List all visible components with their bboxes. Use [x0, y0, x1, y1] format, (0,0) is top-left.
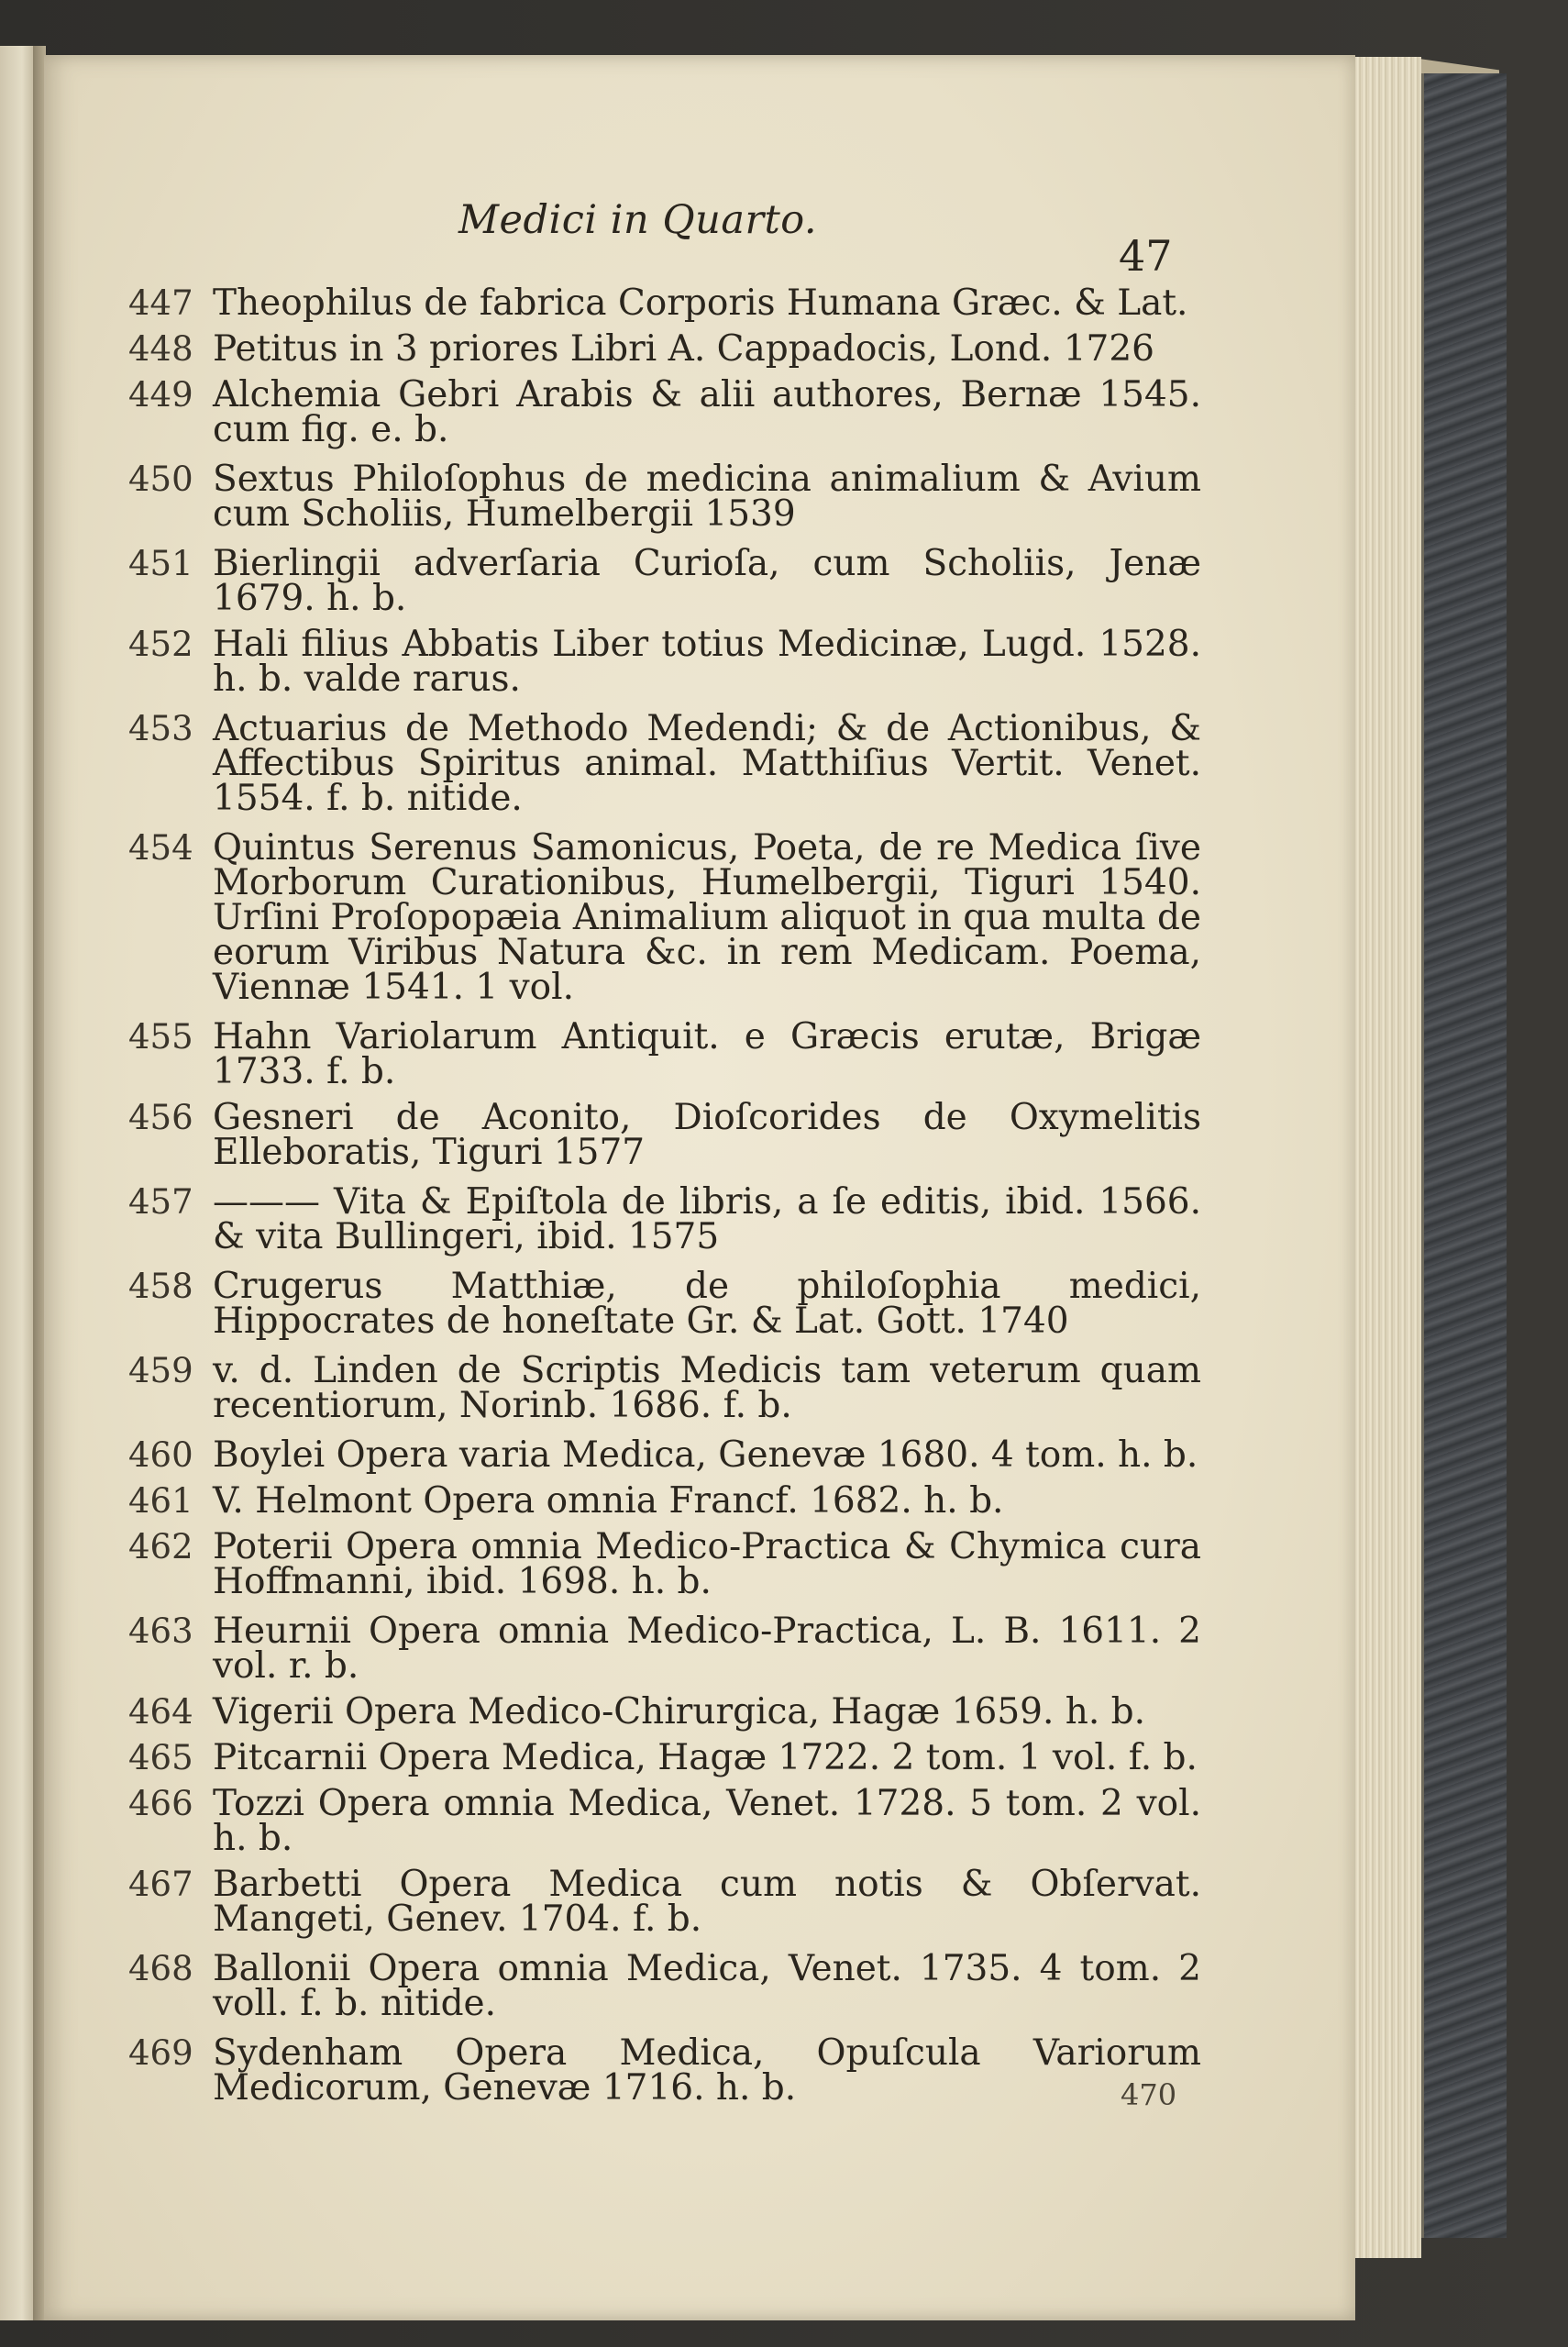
catalogue-entry: [128, 1350, 1201, 1426]
entry-number: 447: [128, 283, 193, 323]
entry-number: 466: [128, 1784, 193, 1823]
catalogue-entry: [128, 1266, 1201, 1342]
entry-text: V. Helmont Opera omnia Francf. 1682. h. b.: [213, 1480, 1004, 1522]
entry-text: Theophilus de fabrica Corporis Humana Græc. & Lat.: [213, 282, 1188, 324]
entry-number: 463: [128, 1611, 193, 1651]
entry-number: 464: [128, 1692, 193, 1732]
page-fore-edge: [1355, 57, 1421, 2258]
entry-number: 469: [128, 2033, 193, 2073]
entry-text: Quintus Serenus Samonicus, Poeta, de re Medica ſive Morborum Curationibus, Humelbergii, Tiguri 1540. Urſini Proſopopæia Animalium aliquot in qua multa de eorum Viribus Natura &c. in rem Medicam. Poema, Viennæ 1541. 1 vol.: [213, 827, 1201, 1008]
entry-number: 453: [128, 709, 193, 748]
entry-number: 467: [128, 1865, 193, 1904]
page-number: 47: [1119, 231, 1173, 281]
entry-text: Sydenham Opera Medica, Opuſcula Variorum Medicorum, Genevæ 1716. h. b.: [213, 2032, 1201, 2109]
entry-text: Vigerii Opera Medico-Chirurgica, Hagæ 1659. h. b.: [213, 1691, 1146, 1733]
catalogue-entry: [128, 827, 1201, 1008]
entry-number: 452: [128, 625, 193, 664]
running-title: Medici in Quarto.: [458, 197, 818, 243]
entry-number: 454: [128, 828, 193, 868]
entry-text: Barbetti Opera Medica cum notis & Obſervat. Mangeti, Genev. 1704. f. b.: [213, 1864, 1201, 1940]
entry-text: Bierlingii adverſaria Curioſa, cum Scholiis, Jenæ 1679. h. b.: [213, 543, 1201, 619]
catalogue-entry: [128, 374, 1201, 450]
entry-number: 450: [128, 459, 193, 499]
catalogue-entry-list: [128, 282, 1201, 2120]
catalogue-entry: [128, 1611, 1201, 1687]
catchword: 470: [1121, 2077, 1177, 2112]
entry-text: Actuarius de Methodo Medendi; & de Actionibus, & Affectibus Spiritus animal. Matthiſius Vertit. Venet. 1554. f. b. nitide.: [213, 708, 1201, 819]
entry-number: 458: [128, 1267, 193, 1306]
entry-number: 457: [128, 1182, 193, 1222]
entry-number: 468: [128, 1949, 193, 1988]
catalogue-entry: [128, 2032, 1201, 2109]
catalogue-entry: [128, 1783, 1201, 1859]
catalogue-entry: [128, 328, 1201, 370]
catalogue-entry: [128, 1691, 1201, 1733]
catalogue-entry: [128, 282, 1201, 324]
entry-number: 459: [128, 1351, 193, 1390]
catalogue-entry: [128, 1434, 1201, 1476]
catalogue-entry: [128, 1016, 1201, 1092]
catalogue-entry: [128, 1737, 1201, 1778]
catalogue-entry: [128, 1097, 1201, 1173]
catalogue-entry: [128, 1864, 1201, 1940]
catalogue-entry: [128, 624, 1201, 700]
entry-number: 451: [128, 544, 193, 583]
catalogue-entry: [128, 1480, 1201, 1522]
entry-text: Ballonii Opera omnia Medica, Venet. 1735. 4 tom. 2 voll. f. b. nitide.: [213, 1948, 1201, 2024]
entry-text: Pitcarnii Opera Medica, Hagæ 1722. 2 tom. 1 vol. f. b.: [213, 1737, 1198, 1778]
entry-text: Hahn Variolarum Antiquit. e Græcis erutæ, Brigæ 1733. f. b.: [213, 1016, 1201, 1092]
entry-text: Crugerus Matthiæ, de philoſophia medici, Hippocrates de honeſtate Gr. & Lat. Gott. 1740: [213, 1266, 1201, 1342]
catalogue-entry: [128, 1948, 1201, 2024]
entry-number: 448: [128, 329, 193, 369]
entry-text: Sextus Philoſophus de medicina animalium & Avium cum Scholiis, Humelbergii 1539: [213, 459, 1201, 535]
entry-text: Alchemia Gebri Arabis & alii authores, Bernæ 1545. cum fig. e. b.: [213, 374, 1201, 450]
catalogue-entry: [128, 1181, 1201, 1257]
entry-text: Tozzi Opera omnia Medica, Venet. 1728. 5 tom. 2 vol. h. b.: [213, 1783, 1201, 1859]
facing-page-edge: [0, 46, 37, 2320]
entry-text: Boylei Opera varia Medica, Genevæ 1680. 4 tom. h. b.: [213, 1434, 1198, 1476]
entry-number: 462: [128, 1527, 193, 1567]
entry-text: v. d. Linden de Scriptis Medicis tam veterum quam recentiorum, Norinb. 1686. f. b.: [213, 1350, 1201, 1426]
entry-number: 460: [128, 1435, 193, 1475]
catalogue-entry: [128, 459, 1201, 535]
entry-number: 456: [128, 1098, 193, 1137]
entry-text: ——— Vita & Epiſtola de libris, a ſe editis, ibid. 1566. & vita Bullingeri, ibid. 1575: [213, 1181, 1201, 1257]
entry-number: 461: [128, 1481, 193, 1521]
entry-number: 465: [128, 1738, 193, 1777]
entry-text: Gesneri de Aconito, Dioſcorides de Oxymelitis Elleboratis, Tiguri 1577: [213, 1097, 1201, 1173]
catalogue-entry: [128, 543, 1201, 619]
entry-number: 455: [128, 1017, 193, 1057]
entry-text: Petitus in 3 priores Libri A. Cappadocis, Lond. 1726: [213, 328, 1154, 370]
entry-text: Poterii Opera omnia Medico-Practica & Chymica cura Hoffmanni, ibid. 1698. h. b.: [213, 1526, 1201, 1602]
entry-number: 449: [128, 375, 193, 415]
entry-text: Hali filius Abbatis Liber totius Medicinæ, Lugd. 1528. h. b. valde rarus.: [213, 624, 1201, 700]
entry-text: Heurnii Opera omnia Medico-Practica, L. B. 1611. 2 vol. r. b.: [213, 1611, 1201, 1687]
catalogue-entry: [128, 708, 1201, 819]
catalogue-entry: [128, 1526, 1201, 1602]
book-cover-board: [1421, 73, 1507, 2238]
